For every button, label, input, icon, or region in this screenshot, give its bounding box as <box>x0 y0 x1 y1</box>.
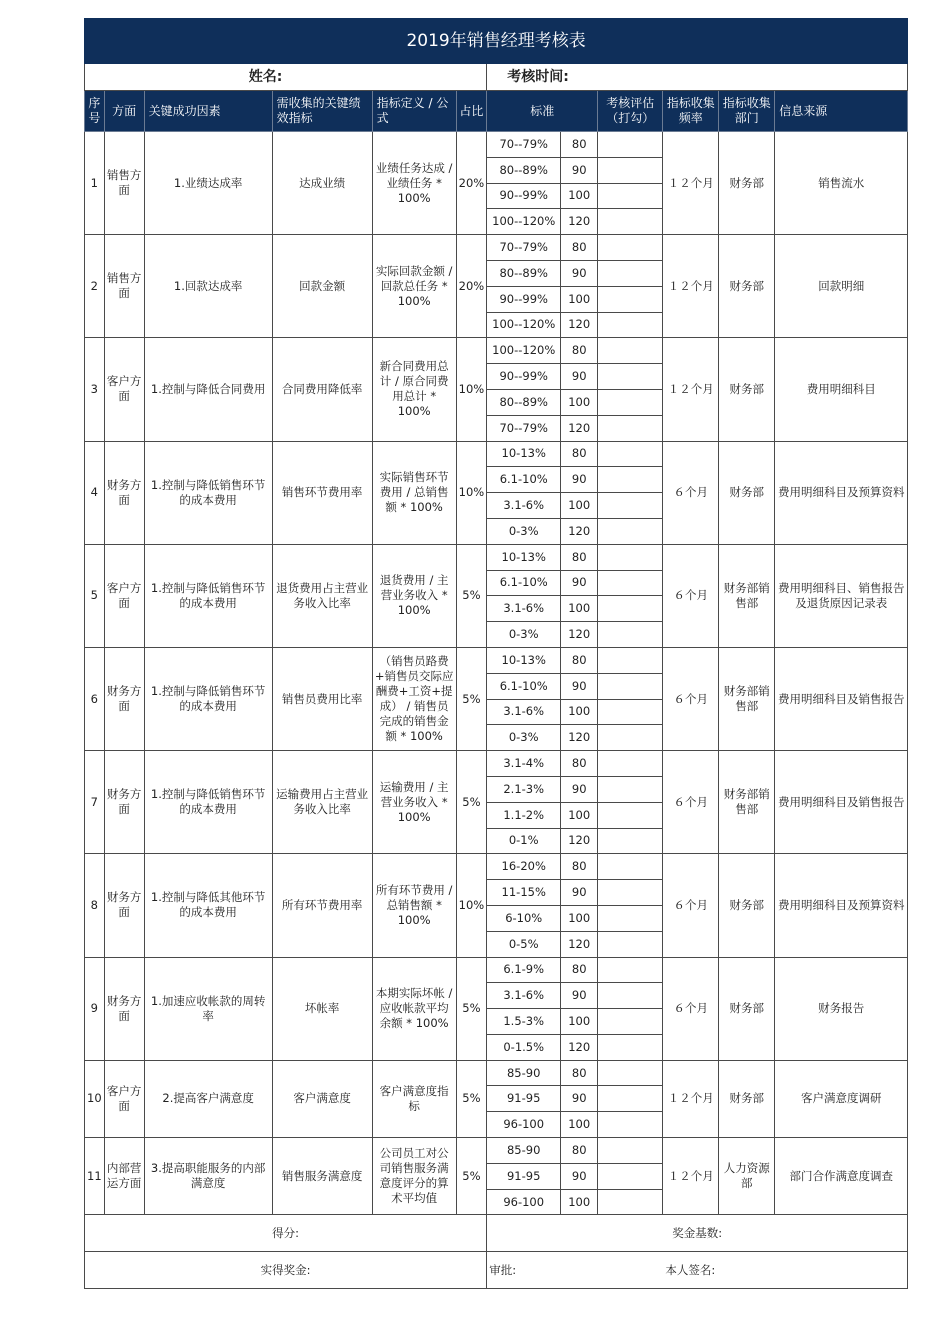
evaluation-check-cell[interactable] <box>598 389 663 415</box>
evaluation-check-cell[interactable] <box>598 312 663 338</box>
source-cell: 费用明细科目、销售报告及退货原因记录表 <box>775 544 908 647</box>
weight-cell: 5% <box>456 1138 487 1215</box>
factor-cell: 1.控制与降低合同费用 <box>144 338 272 441</box>
evaluation-check-cell[interactable] <box>598 957 663 983</box>
frequency-cell: ６个月 <box>663 441 719 544</box>
row-number: 4 <box>85 441 105 544</box>
source-cell: 费用明细科目及预算资料 <box>775 441 908 544</box>
kpi-cell: 合同费用降低率 <box>272 338 372 441</box>
definition-cell: 客户满意度指标 <box>372 1060 456 1137</box>
definition-cell: 新合同费用总计 / 原合同费用总计 * 100% <box>372 338 456 441</box>
evaluation-check-cell[interactable] <box>598 1009 663 1035</box>
factor-cell: 1.控制与降低其他环节的成本费用 <box>144 854 272 957</box>
source-cell: 客户满意度调研 <box>775 1060 908 1137</box>
table-row <box>85 441 908 467</box>
aspect-cell: 销售方面 <box>104 132 144 235</box>
actual-bonus-field[interactable] <box>85 1252 487 1289</box>
bonus-base-field[interactable] <box>487 1215 908 1252</box>
header-kpi: 需收集的关键绩效指标 <box>272 91 372 132</box>
standard-score: 100 <box>561 183 598 209</box>
evaluation-check-cell[interactable] <box>598 622 663 648</box>
standard-range: 3.1-6% <box>487 493 561 519</box>
aspect-cell: 销售方面 <box>104 235 144 338</box>
standard-range: 0-1% <box>487 828 561 854</box>
standard-score: 80 <box>561 854 598 880</box>
table-row <box>85 957 908 983</box>
standard-range: 0-1.5% <box>487 1034 561 1060</box>
source-cell: 费用明细科目及销售报告 <box>775 647 908 750</box>
standard-score: 100 <box>561 802 598 828</box>
standard-score: 100 <box>561 905 598 931</box>
frequency-cell: １２个月 <box>663 338 719 441</box>
evaluation-check-cell[interactable] <box>598 157 663 183</box>
header-aspect: 方面 <box>104 91 144 132</box>
aspect-cell: 财务方面 <box>104 751 144 854</box>
aspect-cell: 客户方面 <box>104 544 144 647</box>
table-row <box>85 1138 908 1164</box>
standard-score: 90 <box>561 467 598 493</box>
factor-cell: 3.提高职能服务的内部满意度 <box>144 1138 272 1215</box>
evaluation-check-cell[interactable] <box>598 493 663 519</box>
standard-range: 0-5% <box>487 931 561 957</box>
evaluation-check-cell[interactable] <box>598 467 663 493</box>
evaluation-check-cell[interactable] <box>598 699 663 725</box>
factor-cell: 1.控制与降低销售环节的成本费用 <box>144 544 272 647</box>
standard-score: 80 <box>561 235 598 261</box>
aspect-cell: 财务方面 <box>104 441 144 544</box>
row-number: 3 <box>85 338 105 441</box>
standard-score: 80 <box>561 1138 598 1164</box>
standard-score: 100 <box>561 493 598 519</box>
evaluation-check-cell[interactable] <box>598 828 663 854</box>
standard-range: 70--79% <box>487 235 561 261</box>
standard-range: 100--120% <box>487 312 561 338</box>
appraisal-table <box>84 18 908 1289</box>
standard-score: 100 <box>561 286 598 312</box>
row-number: 11 <box>85 1138 105 1215</box>
standard-score: 90 <box>561 1163 598 1189</box>
evaluation-check-cell[interactable] <box>598 905 663 931</box>
evaluation-check-cell[interactable] <box>598 673 663 699</box>
department-cell: 财务部 <box>719 1060 775 1137</box>
department-cell: 财务部 <box>719 235 775 338</box>
table-row <box>85 544 908 570</box>
standard-range: 0-3% <box>487 518 561 544</box>
standard-range: 3.1-6% <box>487 699 561 725</box>
department-cell: 人力资源部 <box>719 1138 775 1215</box>
standard-score: 100 <box>561 389 598 415</box>
standard-score: 80 <box>561 338 598 364</box>
evaluation-check-cell[interactable] <box>598 364 663 390</box>
weight-cell: 5% <box>456 751 487 854</box>
standard-score: 100 <box>561 699 598 725</box>
header-eval: 考核评估（打勾） <box>598 91 663 132</box>
evaluation-check-cell[interactable] <box>598 1163 663 1189</box>
header-source: 信息来源 <box>775 91 908 132</box>
standard-range: 90--99% <box>487 364 561 390</box>
standard-range: 85-90 <box>487 1138 561 1164</box>
row-number: 6 <box>85 647 105 750</box>
department-cell: 财务部销售部 <box>719 647 775 750</box>
evaluation-check-cell[interactable] <box>598 338 663 364</box>
standard-range: 6.1-10% <box>487 570 561 596</box>
kpi-cell: 销售服务满意度 <box>272 1138 372 1215</box>
evaluation-check-cell[interactable] <box>598 802 663 828</box>
standard-score: 120 <box>561 828 598 854</box>
table-row <box>85 854 908 880</box>
standard-range: 11-15% <box>487 880 561 906</box>
row-number: 1 <box>85 132 105 235</box>
aspect-cell: 财务方面 <box>104 647 144 750</box>
table-row <box>85 1060 908 1086</box>
standard-score: 100 <box>561 596 598 622</box>
evaluation-check-cell[interactable] <box>598 725 663 751</box>
standard-range: 2.1-3% <box>487 776 561 802</box>
approval-signature-field[interactable] <box>487 1252 908 1289</box>
row-number: 8 <box>85 854 105 957</box>
weight-cell: 10% <box>456 441 487 544</box>
department-cell: 财务部 <box>719 957 775 1060</box>
factor-cell: 1.控制与降低销售环节的成本费用 <box>144 647 272 750</box>
standard-score: 90 <box>561 1086 598 1112</box>
standard-range: 3.1-6% <box>487 983 561 1009</box>
time-label: 考核时间: <box>487 64 908 91</box>
standard-range: 80--89% <box>487 389 561 415</box>
factor-cell: 1.加速应收帐款的周转率 <box>144 957 272 1060</box>
weight-cell: 10% <box>456 854 487 957</box>
frequency-cell: １２个月 <box>663 1138 719 1215</box>
weight-cell: 20% <box>456 132 487 235</box>
definition-cell: 实际回款金额 / 回款总任务 * 100% <box>372 235 456 338</box>
standard-range: 80--89% <box>487 260 561 286</box>
frequency-cell: ６个月 <box>663 544 719 647</box>
standard-range: 16-20% <box>487 854 561 880</box>
standard-range: 6.1-9% <box>487 957 561 983</box>
standard-range: 100--120% <box>487 209 561 235</box>
standard-range: 0-3% <box>487 622 561 648</box>
standard-score: 120 <box>561 209 598 235</box>
aspect-cell: 客户方面 <box>104 338 144 441</box>
header-weight: 占比 <box>456 91 487 132</box>
row-number: 10 <box>85 1060 105 1137</box>
evaluation-check-cell[interactable] <box>598 235 663 261</box>
standard-score: 80 <box>561 132 598 158</box>
source-cell: 费用明细科目 <box>775 338 908 441</box>
weight-cell: 20% <box>456 235 487 338</box>
header-factor: 关键成功因素 <box>144 91 272 132</box>
factor-cell: 2.提高客户满意度 <box>144 1060 272 1137</box>
source-cell: 部门合作满意度调查 <box>775 1138 908 1215</box>
kpi-cell: 运输费用占主营业务收入比率 <box>272 751 372 854</box>
frequency-cell: ６个月 <box>663 854 719 957</box>
evaluation-check-cell[interactable] <box>598 518 663 544</box>
table-row <box>85 338 908 364</box>
definition-cell: 公司员工对公司销售服务满意度评分的算术平均值 <box>372 1138 456 1215</box>
standard-range: 1.1-2% <box>487 802 561 828</box>
definition-cell: 运输费用 / 主营业务收入 * 100% <box>372 751 456 854</box>
frequency-cell: １２个月 <box>663 1060 719 1137</box>
header-freq: 指标收集频率 <box>663 91 719 132</box>
standard-range: 3.1-6% <box>487 596 561 622</box>
approval-label: 审批: <box>489 1262 517 1277</box>
frequency-cell: ６个月 <box>663 647 719 750</box>
department-cell: 财务部 <box>719 338 775 441</box>
standard-score: 90 <box>561 880 598 906</box>
factor-cell: 1.控制与降低销售环节的成本费用 <box>144 441 272 544</box>
standard-range: 6.1-10% <box>487 673 561 699</box>
standard-score: 90 <box>561 983 598 1009</box>
standard-range: 96-100 <box>487 1189 561 1215</box>
department-cell: 财务部 <box>719 854 775 957</box>
source-cell: 费用明细科目及销售报告 <box>775 751 908 854</box>
table-row <box>85 647 908 673</box>
standard-range: 91-95 <box>487 1163 561 1189</box>
evaluation-check-cell[interactable] <box>598 596 663 622</box>
weight-cell: 5% <box>456 647 487 750</box>
standard-score: 80 <box>561 647 598 673</box>
definition-cell: 本期实际坏帐 / 应收帐款平均余额 * 100% <box>372 957 456 1060</box>
evaluation-check-cell[interactable] <box>598 647 663 673</box>
standard-range: 1.5-3% <box>487 1009 561 1035</box>
evaluation-check-cell[interactable] <box>598 1060 663 1086</box>
source-cell: 费用明细科目及预算资料 <box>775 854 908 957</box>
evaluation-check-cell[interactable] <box>598 1086 663 1112</box>
kpi-cell: 客户满意度 <box>272 1060 372 1137</box>
standard-score: 120 <box>561 622 598 648</box>
department-cell: 财务部 <box>719 441 775 544</box>
standard-range: 10-13% <box>487 544 561 570</box>
standard-range: 10-13% <box>487 647 561 673</box>
evaluation-check-cell[interactable] <box>598 1138 663 1164</box>
aspect-cell: 财务方面 <box>104 957 144 1060</box>
standard-score: 120 <box>561 725 598 751</box>
evaluation-check-cell[interactable] <box>598 260 663 286</box>
score-field[interactable] <box>85 1215 487 1252</box>
kpi-cell: 销售员费用比率 <box>272 647 372 750</box>
standard-score: 90 <box>561 157 598 183</box>
row-number: 9 <box>85 957 105 1060</box>
kpi-cell: 回款金额 <box>272 235 372 338</box>
frequency-cell: ６个月 <box>663 957 719 1060</box>
bonus-base-label: 奖金基数: <box>672 1225 723 1240</box>
standard-score: 120 <box>561 931 598 957</box>
aspect-cell: 财务方面 <box>104 854 144 957</box>
evaluation-check-cell[interactable] <box>598 983 663 1009</box>
header-definition: 指标定义 / 公式 <box>372 91 456 132</box>
factor-cell: 1.控制与降低销售环节的成本费用 <box>144 751 272 854</box>
standard-range: 0-3% <box>487 725 561 751</box>
evaluation-check-cell[interactable] <box>598 183 663 209</box>
standard-score: 80 <box>561 957 598 983</box>
standard-range: 85-90 <box>487 1060 561 1086</box>
standard-score: 80 <box>561 751 598 777</box>
standard-score: 90 <box>561 260 598 286</box>
standard-range: 6-10% <box>487 905 561 931</box>
frequency-cell: ６个月 <box>663 751 719 854</box>
table-row <box>85 235 908 261</box>
standard-range: 3.1-4% <box>487 751 561 777</box>
department-cell: 财务部销售部 <box>719 544 775 647</box>
standard-range: 90--99% <box>487 183 561 209</box>
standard-score: 120 <box>561 415 598 441</box>
evaluation-check-cell[interactable] <box>598 570 663 596</box>
weight-cell: 5% <box>456 1060 487 1137</box>
definition-cell: 退货费用 / 主营业务收入 * 100% <box>372 544 456 647</box>
definition-cell: （销售员路费+销售员交际应酬费+工资+提成） / 销售员完成的销售金额 * 100% <box>372 647 456 750</box>
standard-range: 96-100 <box>487 1112 561 1138</box>
definition-cell: 所有环节费用 / 总销售额 * 100% <box>372 854 456 957</box>
header-row <box>85 91 908 132</box>
evaluation-check-cell[interactable] <box>598 132 663 158</box>
standard-score: 100 <box>561 1112 598 1138</box>
signature-label: 本人签名: <box>665 1262 716 1277</box>
evaluation-check-cell[interactable] <box>598 1034 663 1060</box>
kpi-cell: 所有环节费用率 <box>272 854 372 957</box>
header-no: 序号 <box>85 91 105 132</box>
weight-cell: 5% <box>456 544 487 647</box>
source-cell: 销售流水 <box>775 132 908 235</box>
header-standard: 标准 <box>487 91 598 132</box>
table-row <box>85 132 908 158</box>
standard-score: 90 <box>561 776 598 802</box>
standard-range: 91-95 <box>487 1086 561 1112</box>
evaluation-check-cell[interactable] <box>598 1189 663 1215</box>
weight-cell: 5% <box>456 957 487 1060</box>
frequency-cell: １２个月 <box>663 235 719 338</box>
page-title: 2019年销售经理考核表 <box>85 19 908 64</box>
standard-range: 70--79% <box>487 132 561 158</box>
name-label: 姓名: <box>85 64 487 91</box>
standard-score: 120 <box>561 1034 598 1060</box>
evaluation-check-cell[interactable] <box>598 776 663 802</box>
standard-score: 120 <box>561 518 598 544</box>
frequency-cell: １２个月 <box>663 132 719 235</box>
standard-score: 80 <box>561 441 598 467</box>
factor-cell: 1.业绩达成率 <box>144 132 272 235</box>
standard-range: 10-13% <box>487 441 561 467</box>
kpi-cell: 坏帐率 <box>272 957 372 1060</box>
kpi-cell: 达成业绩 <box>272 132 372 235</box>
actual-bonus-label: 实得奖金: <box>260 1262 311 1277</box>
evaluation-check-cell[interactable] <box>598 931 663 957</box>
factor-cell: 1.回款达成率 <box>144 235 272 338</box>
standard-score: 80 <box>561 1060 598 1086</box>
row-number: 2 <box>85 235 105 338</box>
evaluation-check-cell[interactable] <box>598 441 663 467</box>
standard-score: 90 <box>561 673 598 699</box>
department-cell: 财务部 <box>719 132 775 235</box>
definition-cell: 实际销售环节费用 / 总销售额 * 100% <box>372 441 456 544</box>
standard-range: 100--120% <box>487 338 561 364</box>
definition-cell: 业绩任务达成 / 业绩任务 * 100% <box>372 132 456 235</box>
header-dept: 指标收集部门 <box>719 91 775 132</box>
evaluation-check-cell[interactable] <box>598 1112 663 1138</box>
standard-score: 120 <box>561 312 598 338</box>
evaluation-check-cell[interactable] <box>598 854 663 880</box>
evaluation-check-cell[interactable] <box>598 751 663 777</box>
department-cell: 财务部销售部 <box>719 751 775 854</box>
standard-range: 6.1-10% <box>487 467 561 493</box>
source-cell: 回款明细 <box>775 235 908 338</box>
evaluation-check-cell[interactable] <box>598 544 663 570</box>
weight-cell: 10% <box>456 338 487 441</box>
table-row <box>85 751 908 777</box>
evaluation-check-cell[interactable] <box>598 286 663 312</box>
kpi-cell: 销售环节费用率 <box>272 441 372 544</box>
aspect-cell: 客户方面 <box>104 1060 144 1137</box>
standard-range: 90--99% <box>487 286 561 312</box>
standard-range: 80--89% <box>487 157 561 183</box>
standard-score: 90 <box>561 364 598 390</box>
standard-score: 80 <box>561 544 598 570</box>
standard-range: 70--79% <box>487 415 561 441</box>
standard-score: 90 <box>561 570 598 596</box>
evaluation-check-cell[interactable] <box>598 209 663 235</box>
row-number: 7 <box>85 751 105 854</box>
standard-score: 100 <box>561 1189 598 1215</box>
aspect-cell: 内部营运方面 <box>104 1138 144 1215</box>
source-cell: 财务报告 <box>775 957 908 1060</box>
row-number: 5 <box>85 544 105 647</box>
score-label: 得分: <box>272 1225 300 1240</box>
evaluation-check-cell[interactable] <box>598 880 663 906</box>
kpi-cell: 退货费用占主营业务收入比率 <box>272 544 372 647</box>
standard-score: 100 <box>561 1009 598 1035</box>
evaluation-check-cell[interactable] <box>598 415 663 441</box>
